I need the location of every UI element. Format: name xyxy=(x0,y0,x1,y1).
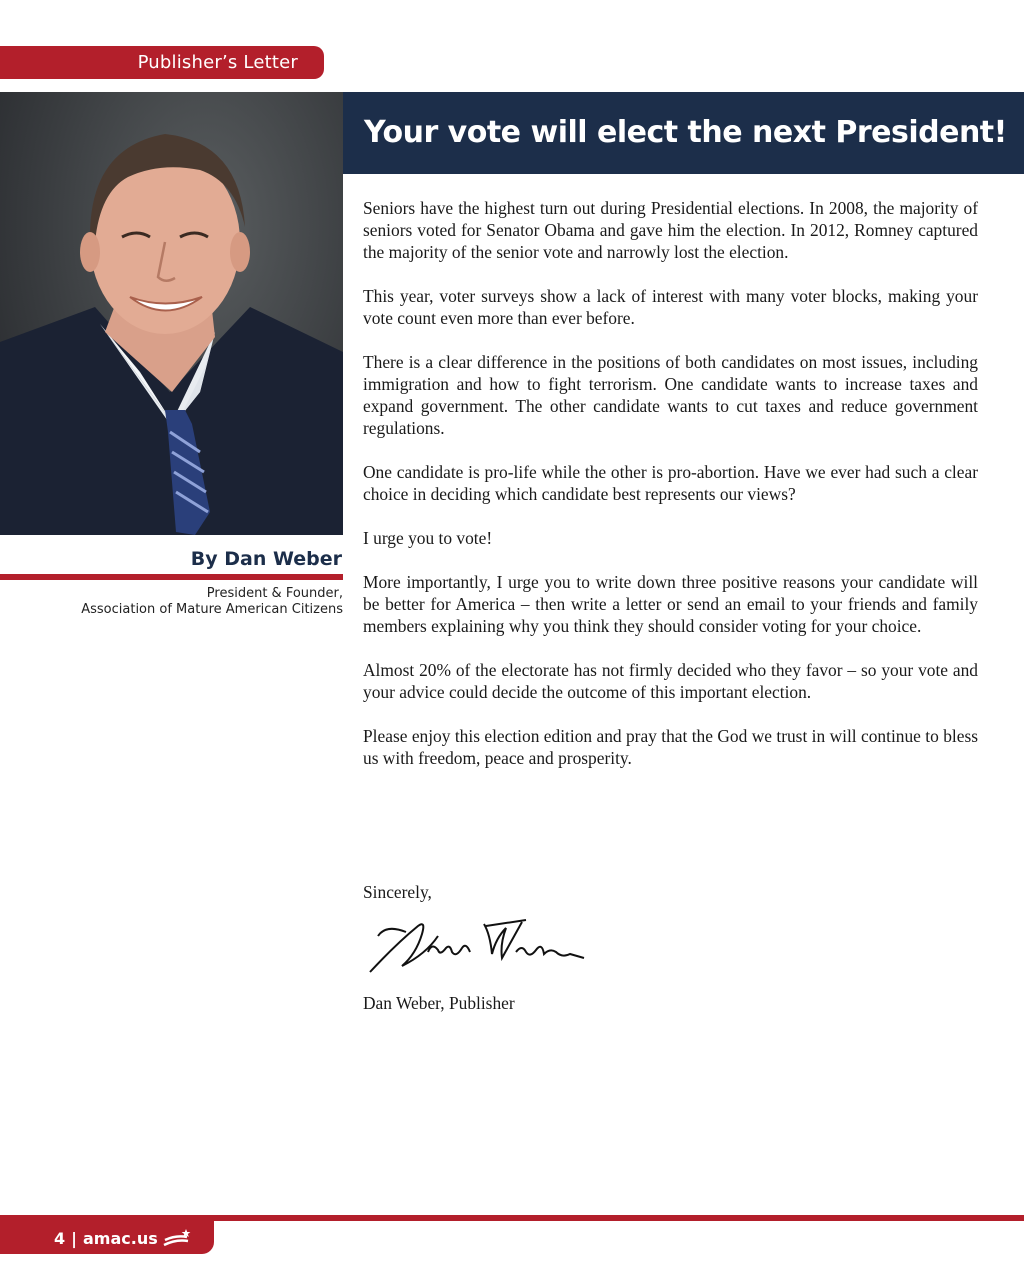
headline: Your vote will elect the next President! xyxy=(364,115,1007,150)
page-number: 4 xyxy=(54,1229,66,1248)
author-title-line2: Association of Mature American Citizens xyxy=(81,602,343,617)
letter-body xyxy=(363,197,978,791)
amac-swoosh-icon xyxy=(162,1227,192,1249)
paragraph: Seniors have the highest turn out during Presidential elections. In 2008, the majority of seniors voted for Senator Obama and gave him the election. In 2012, Romney captured the majority of the senior vote and narrowly lost the election. xyxy=(363,198,978,262)
author-byline xyxy=(0,546,343,618)
signature xyxy=(366,914,586,976)
paragraph: Please enjoy this election edition and pray that the God we trust in will continue to bless us with freedom, peace and prosperity. xyxy=(363,726,978,768)
author-name: By Dan Weber xyxy=(190,548,342,570)
paragraph: One candidate is pro-life while the other is pro-abortion. Have we ever had such a clear choice in deciding which candidate best represents our views? xyxy=(363,462,978,504)
author-title-line1: President & Founder, xyxy=(206,586,343,601)
paragraph: I urge you to vote! xyxy=(363,528,493,548)
byline-rule xyxy=(0,574,343,580)
signoff: Dan Weber, Publisher xyxy=(363,993,515,1013)
paragraph: More importantly, I urge you to write down three positive reasons your candidate will be better for America – then write a letter or send an email to your friends and family members explaining why you think they should consider voting for your choice. xyxy=(363,572,978,636)
paragraph: Almost 20% of the electorate has not firmly decided who they favor – so your vote and your advice could decide the outcome of this important election. xyxy=(363,660,978,702)
site-link[interactable]: amac.us xyxy=(82,1229,158,1248)
closing: Sincerely, xyxy=(363,882,432,902)
footer-tab xyxy=(0,1221,214,1254)
paragraph: This year, voter surveys show a lack of interest with many voter blocks, making your vote count even more than ever before. xyxy=(363,286,978,328)
paragraph: There is a clear difference in the positions of both candidates on most issues, including immigration and how to fight terrorism. One candidate wants to increase taxes and expand government. The other candidate wants to cut taxes and reduce government regulations. xyxy=(363,352,978,438)
section-label: Publisher’s Letter xyxy=(0,46,324,79)
headline-banner xyxy=(343,92,1024,174)
footer-separator: | xyxy=(71,1229,77,1248)
author-photo xyxy=(0,92,343,535)
